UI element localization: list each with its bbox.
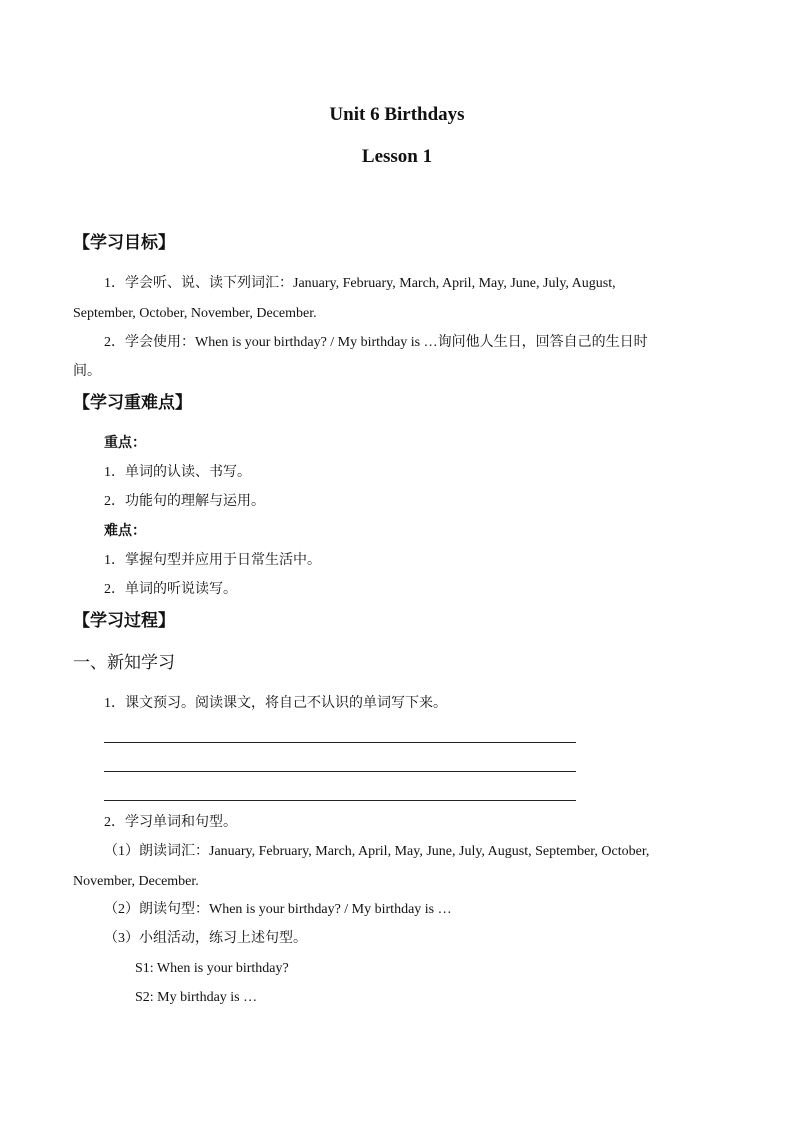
difficulty-label: 难点： [104,524,146,539]
objective-item-2-line-1: 2．学会使用：When is your birthday? / My birthday is …询问他人生日，回答自己的生日时 [104,335,648,350]
objective-item-1-line-2: September, October, November, December. [73,306,317,321]
dialogue-line: S1: When is your birthday? [135,961,289,976]
difficulty-item: 2．单词的听说读写。 [104,582,237,597]
section-1-title: 一、新知学习 [73,653,175,672]
step-3: （3）小组活动，练习上述句型。 [104,931,307,946]
key-points-heading: 【学习重难点】 [73,393,192,412]
focus-item: 2．功能句的理解与运用。 [104,494,265,509]
answer-blank-line[interactable] [104,800,576,801]
step-1-line-1: （1）朗读词汇：January, February, March, April, May, June, July, August, September, October, [104,844,650,859]
focus-item: 1．单词的认读、书写。 [104,465,251,480]
task-1: 1．课文预习。阅读课文，将自己不认识的单词写下来。 [104,696,447,711]
answer-blank-line[interactable] [104,771,576,772]
focus-label: 重点： [104,436,146,451]
objectives-heading: 【学习目标】 [73,233,175,252]
document-subtitle: Lesson 1 [361,146,433,167]
objective-item-1-line-1: 1．学会听、说、读下列词汇：January, February, March, April, May, June, July, August, [104,276,616,291]
step-2: （2）朗读句型：When is your birthday? / My birthday is … [104,902,452,917]
step-1-line-2: November, December. [73,874,199,889]
task-2: 2．学习单词和句型。 [104,815,237,830]
answer-blank-line[interactable] [104,742,576,743]
document-title: Unit 6 Birthdays [329,104,465,125]
objective-item-2-line-2: 间。 [73,364,101,379]
process-heading: 【学习过程】 [73,611,175,630]
dialogue-line: S2: My birthday is … [135,990,258,1005]
difficulty-item: 1．掌握句型并应用于日常生活中。 [104,553,321,568]
